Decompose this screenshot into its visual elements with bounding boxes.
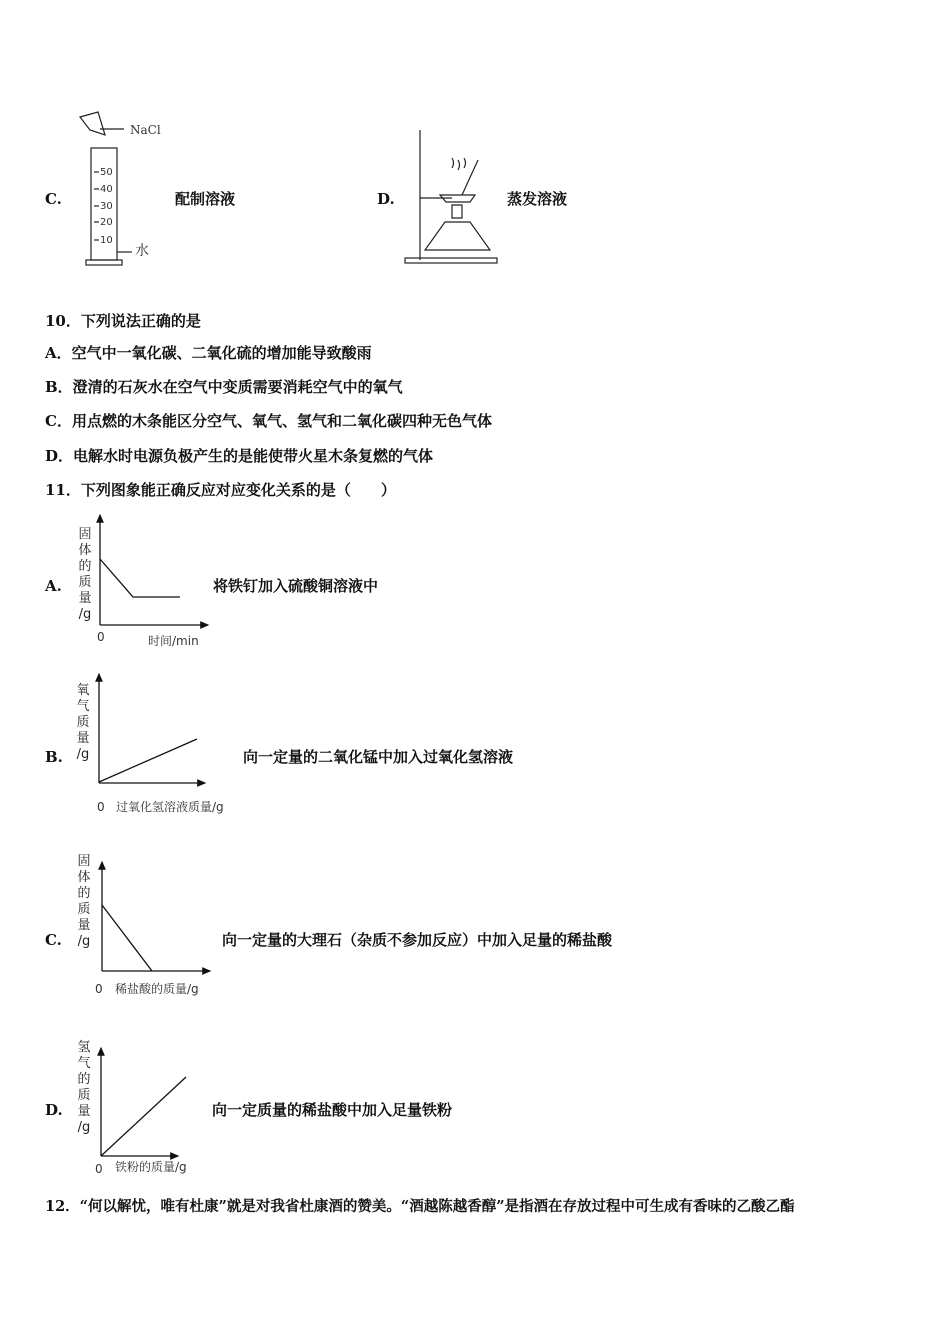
- origin-label: 0: [97, 630, 105, 644]
- origin-label: 0: [97, 800, 105, 814]
- origin-label: 0: [95, 982, 103, 996]
- scale-label: 10: [100, 235, 113, 246]
- evaporation-apparatus-figure: [405, 130, 497, 263]
- y-axis-label: 固 体 的 质 量 /g: [78, 527, 92, 622]
- scale-label: 30: [100, 201, 113, 212]
- option-d: D．电解水时电源负极产生的是能使带火星木条复燃的气体: [45, 447, 434, 465]
- option-c: C．用点燃的木条能区分空气、氧气、氢气和二氧化碳四种无色气体: [45, 412, 492, 430]
- x-axis-label: 铁粉的质量/g: [115, 1160, 187, 1174]
- option-label: B.: [45, 748, 63, 766]
- option-a: A．空气中一氧化碳、二氧化硫的增加能导致酸雨: [45, 344, 372, 362]
- option-text: 向一定质量的稀盐酸中加入足量铁粉: [212, 1101, 453, 1119]
- x-axis-label: 过氧化氢溶液质量/g: [116, 800, 224, 814]
- nacl-label: NaCl: [130, 123, 161, 137]
- graph-b: [99, 674, 205, 783]
- x-axis-label: 稀盐酸的质量/g: [115, 982, 199, 996]
- question-11-stem: 11．下列图象能正确反应对应变化关系的是（ ）: [45, 481, 396, 499]
- graph-a: [100, 515, 208, 625]
- question-12-stem: 12．“何以解忧，唯有杜康”就是对我省杜康酒的赞美。“酒越陈越香醇”是指酒在存放过程中可生成有香味的乙酸乙酯: [45, 1198, 795, 1215]
- question-10-stem: 10．下列说法正确的是: [45, 312, 201, 330]
- option-label: A.: [45, 577, 62, 595]
- water-label: 水: [135, 243, 149, 259]
- option-label: D.: [45, 1101, 63, 1119]
- x-axis-label: 时间/min: [148, 634, 199, 648]
- scale-label: 50: [100, 167, 113, 178]
- option-text: 蒸发溶液: [507, 190, 568, 208]
- scale-label: 20: [100, 217, 113, 228]
- y-axis-label: 固 体 的 质 量 /g: [77, 854, 91, 949]
- option-b: B．澄清的石灰水在空气中变质需要消耗空气中的氧气: [45, 378, 403, 396]
- y-axis-label: 氧 气 质 量 /g: [76, 683, 90, 762]
- option-text: 配制溶液: [175, 190, 236, 208]
- graph-d: [101, 1048, 186, 1156]
- option-label: C.: [45, 190, 62, 208]
- option-text: 将铁钉加入硫酸铜溶液中: [213, 577, 379, 595]
- graph-c: [102, 862, 210, 971]
- option-text: 向一定量的大理石（杂质不参加反应）中加入足量的稀盐酸: [222, 931, 613, 949]
- scale-label: 40: [100, 184, 113, 195]
- origin-label: 0: [95, 1162, 103, 1176]
- y-axis-label: 氢 气 的 质 量 /g: [77, 1040, 91, 1135]
- option-text: 向一定量的二氧化锰中加入过氧化氢溶液: [243, 748, 514, 766]
- option-label: C.: [45, 931, 62, 949]
- option-label: D.: [377, 190, 395, 208]
